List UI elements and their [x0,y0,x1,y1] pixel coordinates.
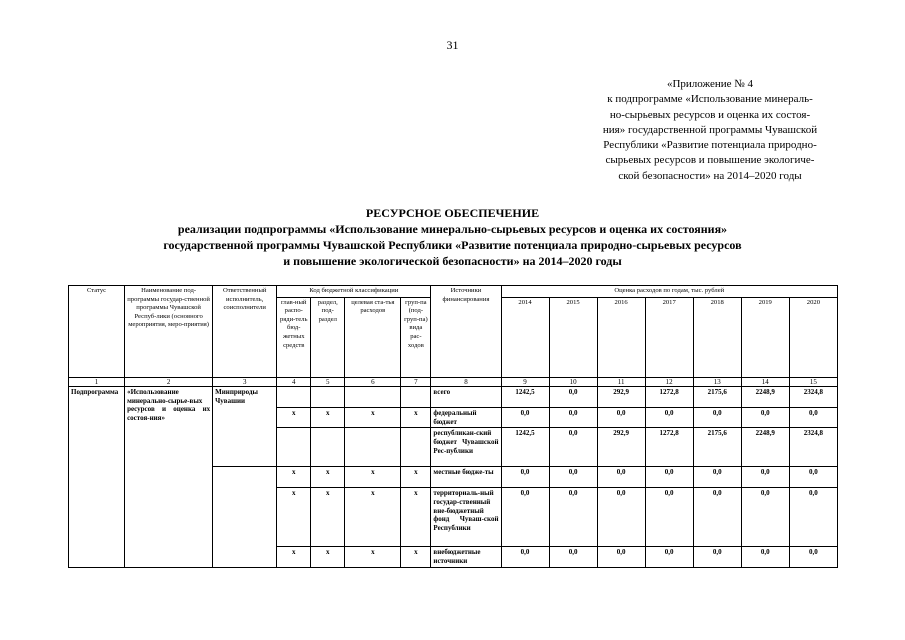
code-cell [277,387,311,408]
value-cell: 0,0 [789,488,837,547]
value-cell: 0,0 [789,467,837,488]
subprogram-name-cell: «Использование минерально-сырье-вых ресурсов и оценка их состоя-ния» [125,387,213,568]
table-row [69,387,838,408]
document-title [0,205,905,269]
source-cell: территориаль-ный государ-ственный вне-бюджетный фонд Чуваш-ской Республики [431,488,501,547]
code-cell: x [401,547,431,568]
column-number: 6 [345,377,401,387]
header-name: Наименование под-программы государ-ственной программы Чувашской Респуб-лики (основного мероприятия, меро-приятия) [125,286,213,378]
value-cell: 0,0 [645,547,693,568]
code-cell: x [345,408,401,428]
value-cell: 1272,8 [645,428,693,467]
executor-cell-empty [213,488,277,547]
column-number: 7 [401,377,431,387]
column-number: 8 [431,377,501,387]
header-year: 2017 [645,297,693,377]
code-cell [311,428,345,467]
header-estimate: Оценка расходов по годам, тыс. рублей [501,286,838,298]
value-cell: 0,0 [549,428,597,467]
value-cell: 0,0 [501,547,549,568]
code-cell: x [277,467,311,488]
value-cell: 0,0 [693,547,741,568]
resource-table [68,285,838,568]
value-cell: 0,0 [501,408,549,428]
header-code-grbs: глав-ный распо-ряди-тель бюд-жетных средств [277,297,311,377]
column-number: 14 [741,377,789,387]
value-cell: 0,0 [501,488,549,547]
value-cell: 2324,8 [789,387,837,408]
executor-cell-empty [213,408,277,428]
code-cell [345,387,401,408]
header-year: 2020 [789,297,837,377]
title-line: реализации подпрограммы «Использование минерально-сырьевых ресурсов и оценка их состояния» [177,222,728,236]
value-cell: 0,0 [549,387,597,408]
page-number: 31 [446,38,459,52]
value-cell: 0,0 [597,547,645,568]
executor-cell-empty [213,428,277,467]
executor-cell-empty [213,467,277,488]
source-cell: федеральный бюджет [431,408,501,428]
column-number: 9 [501,377,549,387]
executor-cell: Минприроды Чувашии [213,387,277,408]
appendix-line: «Приложение № 4 [666,78,754,90]
title-line: РЕСУРСНОЕ ОБЕСПЕЧЕНИЕ [365,206,540,220]
value-cell: 2248,9 [741,428,789,467]
column-number: 4 [277,377,311,387]
code-cell: x [277,547,311,568]
code-cell [401,428,431,467]
code-cell: x [345,467,401,488]
value-cell: 0,0 [741,467,789,488]
title-line: государственной программы Чувашской Республики «Развитие потенциала природно-сырьевых ресурсов [163,238,742,252]
header-status: Статус [69,286,125,378]
value-cell: 0,0 [597,408,645,428]
code-cell: x [277,408,311,428]
code-cell: x [345,488,401,547]
code-cell: x [401,488,431,547]
header-year: 2016 [597,297,645,377]
value-cell: 292,9 [597,428,645,467]
value-cell: 0,0 [645,467,693,488]
appendix-line: но-сырьевых ресурсов и оценка их состоя- [609,108,811,121]
column-number: 15 [789,377,837,387]
column-number: 5 [311,377,345,387]
value-cell: 0,0 [645,408,693,428]
source-cell: внебюджетные источники [431,547,501,568]
code-cell [401,387,431,408]
code-cell: x [311,547,345,568]
value-cell: 0,0 [549,408,597,428]
value-cell: 0,0 [741,547,789,568]
header-year: 2015 [549,297,597,377]
executor-cell-empty [213,547,277,568]
value-cell: 1242,5 [501,387,549,408]
title-line: и повышение экологической безопасности» на 2014–2020 годы [283,254,622,268]
value-cell: 2175,6 [693,428,741,467]
source-cell: республикан-ский бюджет Чувашской Рес-публики [431,428,501,467]
status-cell: Подпрограмма [69,387,125,568]
header-sources: Источники финансирования [431,286,501,378]
header-year: 2018 [693,297,741,377]
code-cell [345,428,401,467]
value-cell: 2324,8 [789,428,837,467]
appendix-line: сырьевых ресурсов и повышение экологиче- [605,154,815,167]
value-cell: 0,0 [597,467,645,488]
header-year: 2014 [501,297,549,377]
value-cell: 0,0 [693,408,741,428]
value-cell: 292,9 [597,387,645,408]
value-cell: 0,0 [789,408,837,428]
column-number: 1 [69,377,125,387]
code-cell: x [311,467,345,488]
source-cell: всего [431,387,501,408]
value-cell: 1272,8 [645,387,693,408]
header-code-section: раздел, под-раздел [311,297,345,377]
appendix-line: Республики «Развитие потенциала природно- [603,139,817,152]
value-cell: 0,0 [693,467,741,488]
code-cell: x [401,467,431,488]
header-year: 2019 [741,297,789,377]
code-cell: x [311,488,345,547]
value-cell: 2175,6 [693,387,741,408]
source-cell: местные бюдже-ты [431,467,501,488]
header-code-group: груп-па (под-груп-па) вида рас-ходов [401,297,431,377]
code-cell: x [401,408,431,428]
column-number: 10 [549,377,597,387]
appendix-line: ния» государственной программы Чувашской [602,123,818,136]
value-cell: 0,0 [693,488,741,547]
value-cell: 2248,9 [741,387,789,408]
value-cell: 0,0 [501,467,549,488]
header-budget-code: Код бюджетной классификации [277,286,431,298]
value-cell: 0,0 [549,467,597,488]
column-number: 2 [125,377,213,387]
column-number: 12 [645,377,693,387]
code-cell [311,387,345,408]
value-cell: 0,0 [645,488,693,547]
code-cell: x [277,488,311,547]
value-cell: 0,0 [741,488,789,547]
value-cell: 0,0 [741,408,789,428]
appendix-line: ской безопасности» на 2014–2020 годы [618,169,802,182]
column-number: 3 [213,377,277,387]
value-cell: 0,0 [789,547,837,568]
code-cell [277,428,311,467]
appendix-line: к подпрограмме «Использование минераль- [607,93,813,106]
value-cell: 0,0 [549,547,597,568]
code-cell: x [345,547,401,568]
header-executor: Ответственный исполнитель, соисполнители [213,286,277,378]
appendix-header [560,77,860,184]
value-cell: 0,0 [597,488,645,547]
column-number: 13 [693,377,741,387]
column-number: 11 [597,377,645,387]
value-cell: 0,0 [549,488,597,547]
header-code-target: целевая ста-тья расходов [345,297,401,377]
value-cell: 1242,5 [501,428,549,467]
code-cell: x [311,408,345,428]
